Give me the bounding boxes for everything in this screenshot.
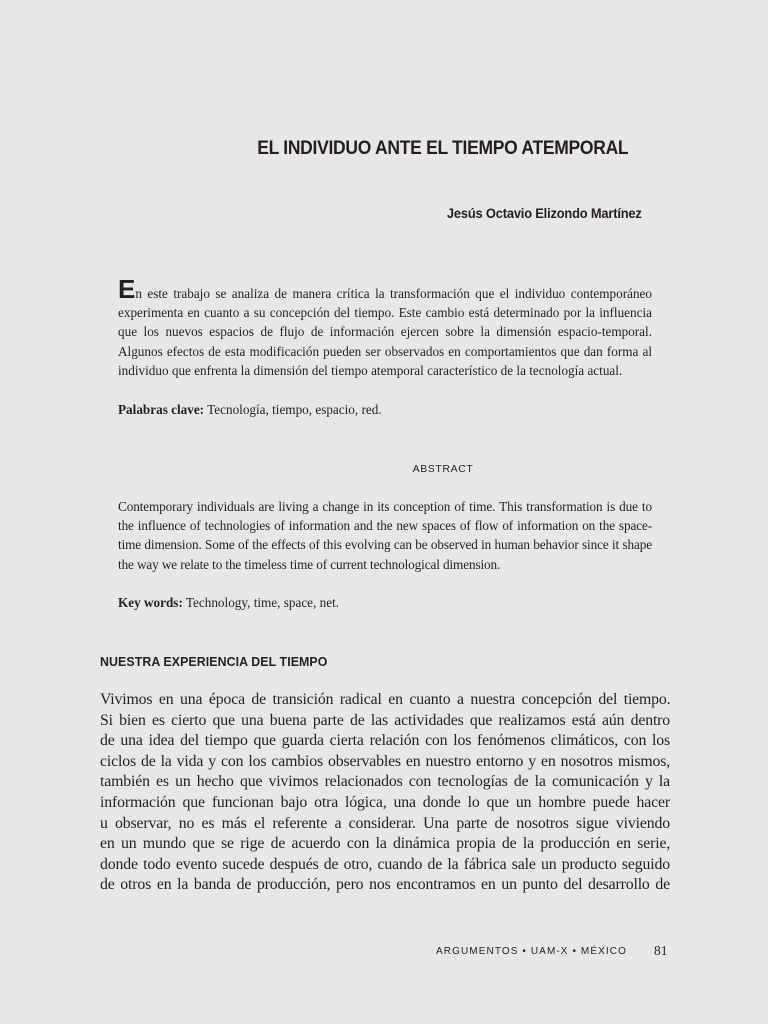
spanish-keywords — [118, 400, 652, 419]
spanish-abstract-text: n este trabajo se analiza de manera crítica la transformación que el individuo contemporáneo experimenta en cuanto a su concepción del tiempo. Este cambio está determinado por la influencia que los nuevos espacios de flujo de información ejercen sobre la dimensión espacio-temporal. Algunos efectos de esta modificación pueden ser observados en comportamientos que dan forma al individuo que enfrenta la dimensión del tiempo atemporal característico de la tecnología actual. — [118, 286, 652, 378]
english-abstract: Contemporary individuals are living a change in its conception of time. This transformation is due to the influence of technologies of information and the new spaces of flow of information on the space-time dimension. Some of the effects of this evolving can be observed in human behavior since it shape the way we relate to the timeless time of current technological dimension. — [118, 499, 652, 572]
body-line: en un mundo que se rige de acuerdo con la dinámica propia de la producción en serie, — [100, 835, 671, 853]
body-line: Si bien es cierto que una buena parte de las actividades que realizamos está aún dentro — [100, 711, 671, 729]
spanish-keywords-label: Palabras clave: — [118, 402, 205, 417]
english-keywords-value: Technology, time, space, net. — [182, 595, 340, 610]
body-paragraph — [100, 690, 670, 896]
body-line: de otros en la banda de producción, pero nos encontramos en un punto del desarrollo de — [100, 876, 670, 894]
running-footer: ARGUMENTOS • UAM-X • MÉXICO — [436, 946, 627, 957]
body-line: información que funcionan bajo otra lógica, una donde lo que un hombre puede hacer — [100, 793, 670, 811]
body-line: Vivimos en una época de transición radical en cuanto a nuestra concepción del tiempo. — [100, 691, 671, 708]
body-line: ciclos de la vida y con los cambios observables en nuestro entorno y en nosotros mismos, — [100, 752, 670, 770]
article-author: Jesús Octavio Elizondo Martínez — [447, 205, 642, 221]
spanish-abstract — [118, 274, 652, 380]
body-line: de una idea del tiempo que guarda cierta relación con los fenómenos climáticos, con los — [100, 732, 670, 750]
drop-cap: E — [118, 274, 136, 304]
abstract-heading: ABSTRACT — [412, 463, 474, 475]
spanish-keywords-value: Tecnología, tiempo, espacio, red. — [204, 402, 382, 417]
body-line: u observar, no es más el referente a considerar. Una parte de nosotros sigue viviendo — [100, 814, 670, 832]
body-line: también es un hecho que vivimos relacionados con tecnologías de la comunicación y la — [100, 773, 670, 791]
article-title: EL INDIVIDUO ANTE EL TIEMPO ATEMPORAL — [257, 138, 629, 159]
body-line: donde todo evento sucede después de otro, cuando de la fábrica sale un producto seguido — [100, 855, 670, 873]
section-heading: NUESTRA EXPERIENCIA DEL TIEMPO — [100, 654, 328, 669]
english-keywords-label: Key words: — [118, 595, 183, 610]
english-keywords — [118, 593, 652, 612]
page-number: 81 — [654, 943, 668, 958]
